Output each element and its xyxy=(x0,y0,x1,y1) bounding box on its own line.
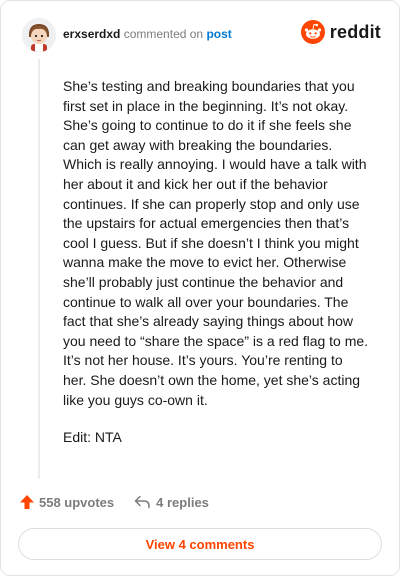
reddit-brand[interactable] xyxy=(301,20,381,44)
reply-arrow-icon xyxy=(134,495,151,509)
avatar[interactable] xyxy=(22,18,56,52)
upvote-arrow-icon xyxy=(19,494,35,510)
comment-edit-note: Edit: NTA xyxy=(63,429,122,446)
reddit-wordmark: reddit xyxy=(329,21,381,42)
replies-button[interactable] xyxy=(134,495,209,510)
commented-on-text: commented on xyxy=(123,27,204,41)
comment-actions xyxy=(19,494,209,510)
avatar-icon xyxy=(22,18,56,52)
reddit-snoo-icon xyxy=(301,20,325,44)
upvote-count: 558 upvotes xyxy=(39,494,115,510)
username-link[interactable]: erxserdxd xyxy=(63,27,121,41)
view-comments-button[interactable]: View 4 comments xyxy=(18,528,382,560)
comment-header xyxy=(63,27,232,41)
thread-line[interactable] xyxy=(38,59,40,479)
comment-paragraph: She’s testing and breaking boundaries that you first set in place in the beginning. It’s not okay. She’s going to continue to do it if she feels she can get away with breaking the boundaries. Which is really annoying. I would have a talk with her about it and kick her out if the behavior continues. If she can properly stop and only use the upstairs for actual emergencies then that’s cool I guess. But if she doesn’t I think you might wanna make the move to evict her. Otherwise she’ll probably just continue the behavior and continue to walk all over your boundaries. The fact that she’s already saying things about how you need to “share the space” is a red flag to me. It’s not her house. It’s yours. You’re renting to her. She doesn’t own the home, yet she’s acting like you guys co-own it. xyxy=(63,78,369,408)
post-link[interactable]: post xyxy=(206,27,232,41)
comment-body xyxy=(63,77,369,448)
replies-count: 4 replies xyxy=(156,494,209,510)
upvote-button[interactable] xyxy=(19,494,114,510)
